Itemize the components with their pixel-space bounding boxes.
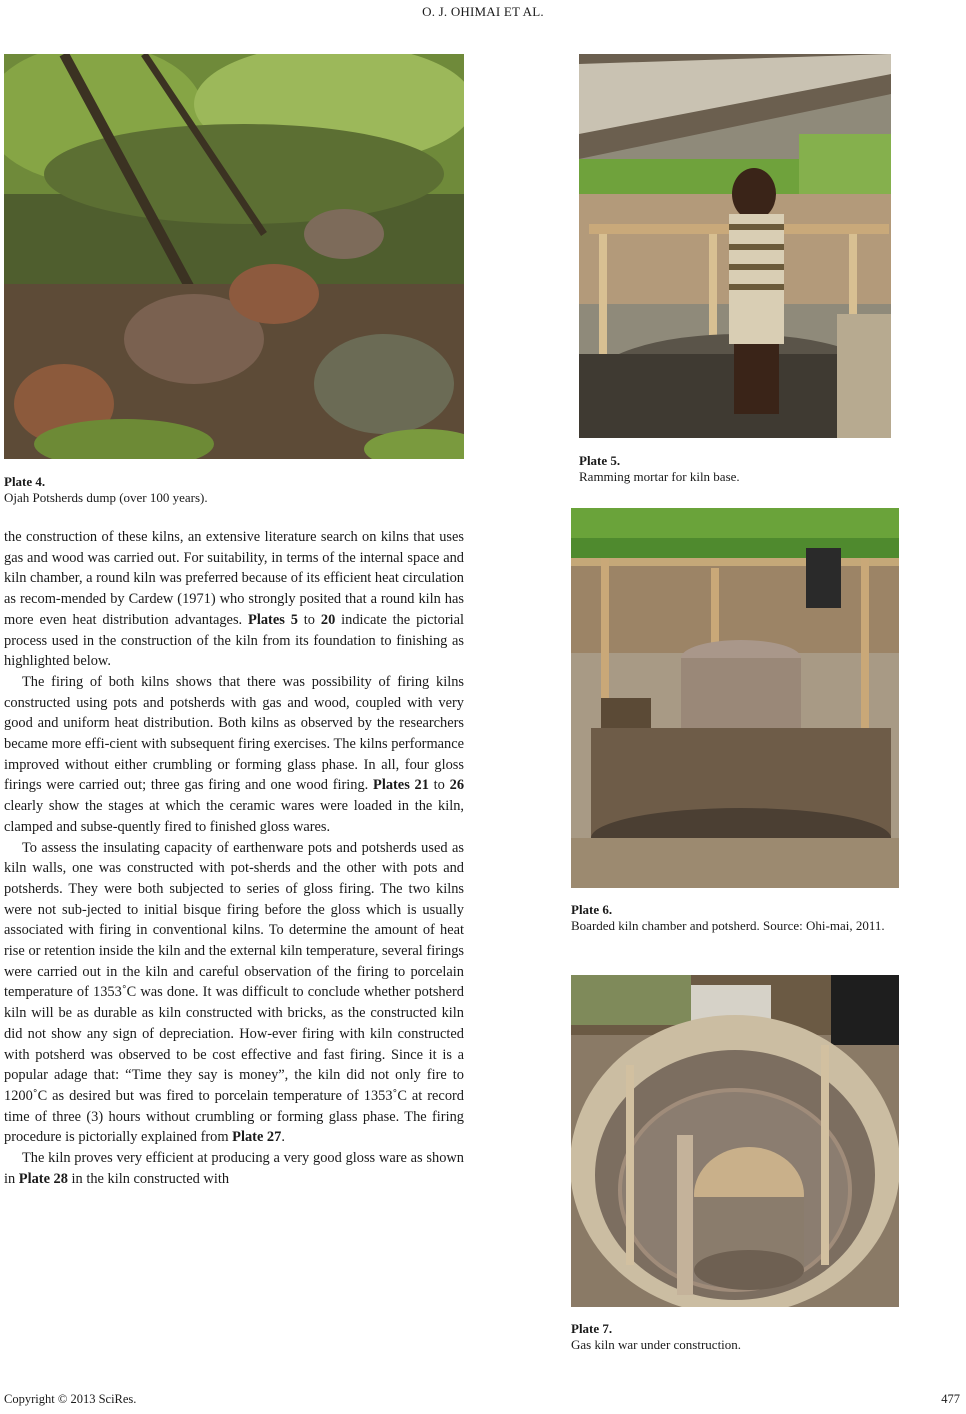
plate-4-text: Ojah Potsherds dump (over 100 years). [4,490,208,505]
paragraph-2: The firing of both kilns shows that there was possibility of firing kilns constructed using pots and potsherds with gas and wood, coupled with very good and uniform heat distribution. Both kilns as observed by the researchers became more effi-cient with subsequent firing exercises. The kilns performance improved without either crumbling or forming glass phase. In all, four gloss firings were carried out; three gas firing and one wood firing. Plates 21 to 26 clearly show the stages at which the ceramic wares were loaded in the kiln, clamped and subse-quently fired to finished gloss wares. [4,673,465,835]
paragraph-1: the construction of these kilns, an extensive literature search on kilns that uses gas and wood was carried out. For suitability, in terms of the internal space and kiln chamber, a round kiln was preferred because of its efficient heat circulation as recom-mended by Cardew (1971) who strongly posited that a round kiln has more even heat distribution advantages. Plates 5 to 20 indicate the pictorial process used in the construction of the kiln from its foundation to finishing as highlighted below. [4,529,465,670]
plate-7-photo [571,975,899,1307]
plate-4-caption [4,474,464,506]
plate-6-caption [571,902,899,934]
plate-6-title: Plate 6. [571,902,613,917]
plate-5-text: Ramming mortar for kiln base. [579,469,740,484]
plate-6-photo [571,508,899,888]
plate-5-caption [579,453,909,485]
paragraph-3: To assess the insulating capacity of earthenware pots and potsherds used as kiln walls, one was constructed with pot-sherds and the other with pots and potsherds. They were both subjected to series of gloss firing. The two kilns were not sub-jected to initial bisque firing before the gloss which is usually associated with firing in conventional kilns. To determine the amount of heat rise or retention inside the kiln and the external kiln temperature, several firings were carried out in the kiln and careful observation of the firing to porcelain temperature of 1353˚C was done. It was difficult to conclude whether potsherd kiln will be as durable as kiln constructed with bricks, as the constructed kiln did not show any sign of depreciation. How-ever firing with kiln constructed with potsherd was observed to be cost effective and fast firing. Since it is a popular adage that: “Time they say is money”, the kiln did not only fire to 1200˚C as desired but was fired to porcelain temperature of 1353˚C at record time of three (3) hours without crumbling or forming glass phase. The firing procedure is pictorially explained from Plate 27. [4,839,464,1146]
body-text [4,527,464,1190]
copyright-footer: Copyright © 2013 SciRes. [4,1392,137,1406]
plate-7-caption [571,1321,901,1353]
plate-reference: 20 [320,611,336,628]
plate-7-title: Plate 7. [571,1321,613,1336]
plate-reference: Plate 28 [18,1170,68,1187]
plate-5-photo [579,54,891,438]
plate-reference: Plates 21 [373,777,429,794]
paragraph-4: The kiln proves very efficient at producing a very good gloss ware as shown in Plate 28 in the kiln constructed with [4,1150,464,1187]
plate-5-title: Plate 5. [579,453,621,468]
plate-6-text: Boarded kiln chamber and potsherd. Source: Ohi-mai, 2011. [571,918,885,933]
plate-7-text: Gas kiln war under construction. [571,1337,742,1352]
plate-4-title: Plate 4. [4,474,46,489]
plate-4-photo [4,54,464,459]
page-number: 477 [941,1392,960,1406]
running-header: O. J. OHIMAI ET AL. [422,4,544,19]
plate-reference: 26 [449,777,465,794]
plate-reference: Plate 27 [232,1129,282,1146]
plate-reference: Plates 5 [248,611,298,628]
